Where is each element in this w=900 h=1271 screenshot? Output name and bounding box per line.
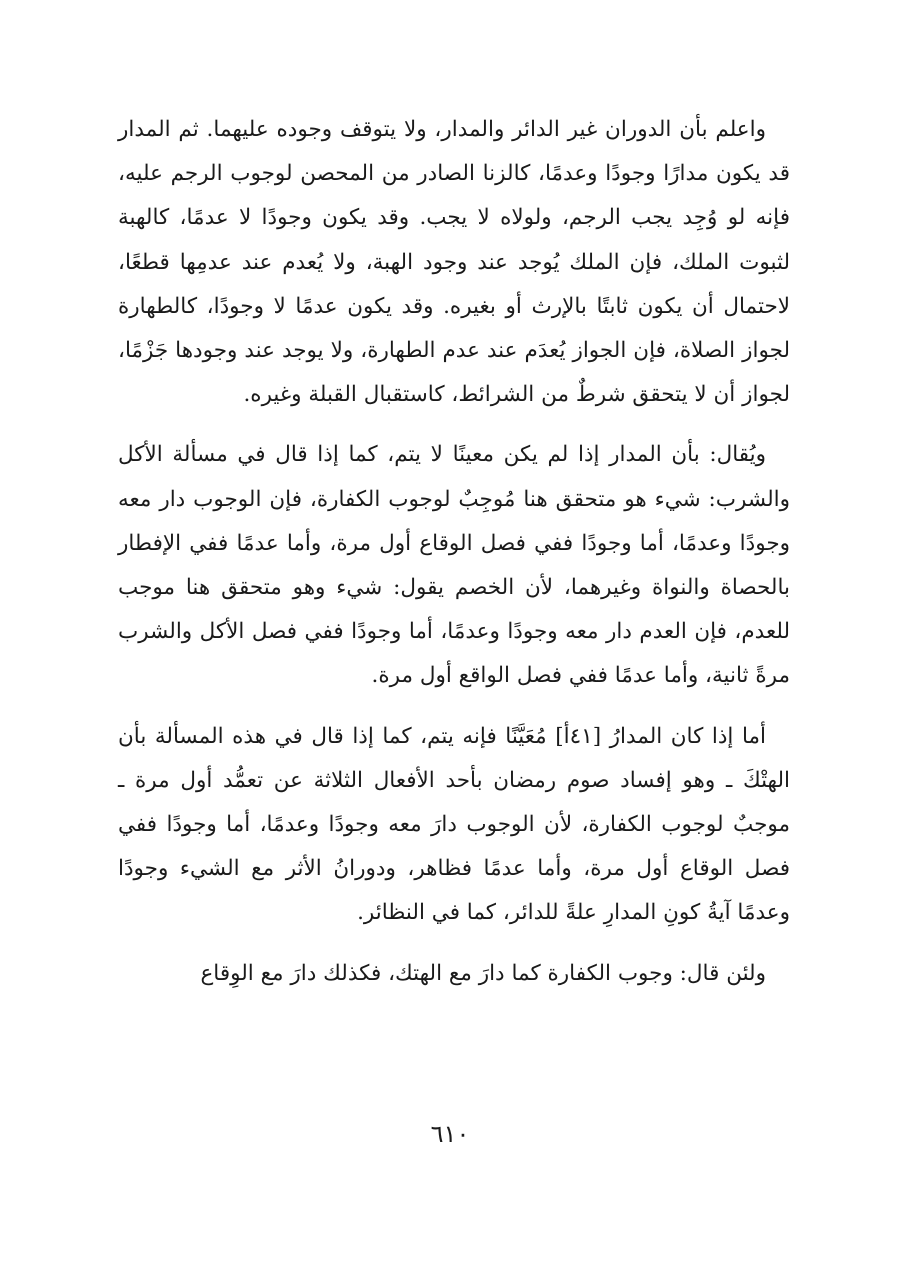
page-number: ٦١٠ (430, 1120, 470, 1148)
paragraph-4: ولئن قال: وجوب الكفارة كما دارَ مع الهتك، فكذلك دارَ مع الوِقاع (200, 960, 766, 986)
paragraph-1: واعلم بأن الدوران غير الدائر والمدار، ولا يتوقف وجوده عليهما. ثم المدار قد يكون مدارًا وجودًا وعدمًا، كالزنا الصادر من المحصن لوجوب الرجم عليه، فإنه لو وُجِد يجب الرجم، ولولاه لا يجب. وقد يكون وجودًا لا عدمًا، كالهبة لثبوت الملك، فإن الملك يُوجد عند وجود الهبة، ولا يُعدم عند عدمِها قطعًا، لاحتمال أن يكون ثابتًا بالإرث أو بغيره. وقد يكون عدمًا لا وجودًا، كالطهارة لجواز الصلاة، فإن الجواز يُعدَم عند عدم الطهارة، ولا يوجد عند وجودها جَزْمًا، لجواز أن لا يتحقق شرطٌ من الشرائط، كاستقبال القبلة وغيره. (118, 117, 790, 408)
paragraph-3: أما إذا كان المدارُ [٤١أ] مُعَيَّنًا فإنه يتم، كما إذا قال في هذه المسألة بأن الهتْكَ ـ وهو إفساد صوم رمضان بأحد الأفعال الثلاثة عن تعمُّد أول مرة ـ موجبٌ لوجوب الكفارة، لأن الوجوب دارَ معه وجودًا وعدمًا، أما وجودًا ففي فصل الوقاع أول مرة، وأما عدمًا فظاهر، ودورانُ الأثر مع الشيء وجودًا وعدمًا آيةُ كونِ المدارِ علةً للدائر، كما في النظائر. (118, 723, 790, 926)
paragraph-2: ويُقال: بأن المدار إذا لم يكن معينًا لا يتم، كما إذا قال في مسألة الأكل والشرب: شيء هو متحقق هنا مُوجِبٌ لوجوب الكفارة، فإن الوجوب دار معه وجودًا وعدمًا، أما وجودًا ففي فصل الوقاع أول مرة، وأما عدمًا ففي الإفطار بالحصاة والنواة وغيرهما، لأن الخصم يقول: شيء وهو متحقق هنا موجب للعدم، فإن العدم دار معه وجودًا وعدمًا، أما وجودًا ففي فصل الأكل والشرب مرةً ثانية، وأما عدمًا ففي فصل الواقع أول مرة. (118, 442, 790, 689)
body-text (118, 108, 790, 1012)
